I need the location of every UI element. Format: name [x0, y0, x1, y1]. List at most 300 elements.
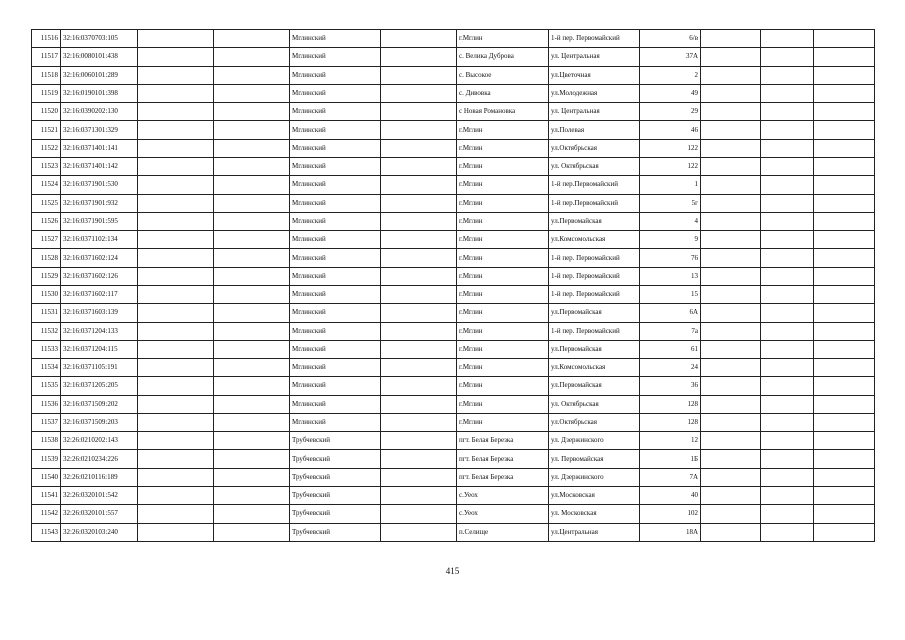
empty-cell [381, 66, 457, 84]
empty-cell [814, 157, 875, 175]
settlement-cell: г.Мглин [457, 249, 549, 267]
district-cell: Мглинский [290, 103, 381, 121]
empty-cell [761, 212, 814, 230]
table-row [32, 48, 875, 66]
empty-cell [138, 468, 214, 486]
empty-cell [214, 487, 290, 505]
district-cell: Трубчевский [290, 505, 381, 523]
empty-cell [761, 413, 814, 431]
empty-cell [814, 66, 875, 84]
empty-cell [138, 450, 214, 468]
street-cell: ул.Первомайская [549, 340, 640, 358]
district-cell: Мглинский [290, 66, 381, 84]
cadastral-number-cell: 32:16:0371901:932 [61, 194, 138, 212]
empty-cell [761, 30, 814, 48]
empty-cell [138, 103, 214, 121]
empty-cell [814, 84, 875, 102]
row-number-cell: 11537 [32, 413, 61, 431]
house-number-cell: 29 [640, 103, 701, 121]
street-cell: ул. Дзержинского [549, 432, 640, 450]
table-row [32, 231, 875, 249]
house-number-cell: 13 [640, 267, 701, 285]
empty-cell [814, 322, 875, 340]
cadastral-number-cell: 32:16:0371602:126 [61, 267, 138, 285]
empty-cell [814, 450, 875, 468]
empty-cell [214, 249, 290, 267]
empty-cell [814, 249, 875, 267]
empty-cell [214, 377, 290, 395]
street-cell: ул.Первомайская [549, 304, 640, 322]
house-number-cell: 122 [640, 157, 701, 175]
empty-cell [761, 468, 814, 486]
table-row [32, 249, 875, 267]
table-row [32, 450, 875, 468]
empty-cell [814, 48, 875, 66]
row-number-cell: 11516 [32, 30, 61, 48]
district-cell: Трубчевский [290, 450, 381, 468]
table-body [32, 30, 875, 542]
empty-cell [761, 176, 814, 194]
empty-cell [814, 468, 875, 486]
settlement-cell: г.Мглин [457, 139, 549, 157]
empty-cell [761, 139, 814, 157]
empty-cell [214, 66, 290, 84]
empty-cell [761, 48, 814, 66]
empty-cell [814, 194, 875, 212]
empty-cell [701, 468, 761, 486]
empty-cell [761, 340, 814, 358]
table-row [32, 103, 875, 121]
settlement-cell: г.Мглин [457, 157, 549, 175]
settlement-cell: г.Мглин [457, 413, 549, 431]
empty-cell [138, 231, 214, 249]
empty-cell [381, 249, 457, 267]
empty-cell [701, 30, 761, 48]
district-cell: Трубчевский [290, 432, 381, 450]
cadastral-number-cell: 32:16:0371603:139 [61, 304, 138, 322]
empty-cell [701, 377, 761, 395]
street-cell: ул.Октябрьская [549, 413, 640, 431]
empty-cell [761, 121, 814, 139]
street-cell: ул. Дзержинского [549, 468, 640, 486]
empty-cell [814, 413, 875, 431]
street-cell: 1-й пер.Первомайский [549, 194, 640, 212]
house-number-cell: 1 [640, 176, 701, 194]
empty-cell [138, 432, 214, 450]
empty-cell [761, 194, 814, 212]
empty-cell [814, 304, 875, 322]
street-cell: ул. Октябрьская [549, 157, 640, 175]
empty-cell [701, 176, 761, 194]
empty-cell [701, 194, 761, 212]
table-row [32, 505, 875, 523]
row-number-cell: 11535 [32, 377, 61, 395]
settlement-cell: с. Дивовка [457, 84, 549, 102]
street-cell: ул.Цветочная [549, 66, 640, 84]
empty-cell [381, 450, 457, 468]
table-row [32, 176, 875, 194]
row-number-cell: 11542 [32, 505, 61, 523]
district-cell: Мглинский [290, 231, 381, 249]
empty-cell [381, 523, 457, 541]
empty-cell [381, 157, 457, 175]
empty-cell [214, 103, 290, 121]
district-cell: Трубчевский [290, 487, 381, 505]
empty-cell [381, 432, 457, 450]
house-number-cell: 24 [640, 359, 701, 377]
empty-cell [381, 194, 457, 212]
empty-cell [701, 340, 761, 358]
empty-cell [138, 267, 214, 285]
empty-cell [701, 139, 761, 157]
cadastral-number-cell: 32:26:0320101:557 [61, 505, 138, 523]
street-cell: 1-й пер. Первомайский [549, 322, 640, 340]
empty-cell [138, 212, 214, 230]
settlement-cell: г.Мглин [457, 267, 549, 285]
cadastral-number-cell: 32:16:0390202:130 [61, 103, 138, 121]
empty-cell [814, 377, 875, 395]
empty-cell [814, 103, 875, 121]
street-cell: 1-й пер. Первомайский [549, 30, 640, 48]
house-number-cell: 7а [640, 322, 701, 340]
empty-cell [814, 212, 875, 230]
cadastral-number-cell: 32:16:0080101:438 [61, 48, 138, 66]
settlement-cell: с Новая Романовка [457, 103, 549, 121]
empty-cell [761, 377, 814, 395]
cadastral-number-cell: 32:16:0371401:141 [61, 139, 138, 157]
street-cell: ул.Октябрьская [549, 139, 640, 157]
empty-cell [701, 523, 761, 541]
cadastral-number-cell: 32:16:0371204:133 [61, 322, 138, 340]
empty-cell [701, 432, 761, 450]
empty-cell [701, 212, 761, 230]
settlement-cell: г.Мглин [457, 377, 549, 395]
cadastral-number-cell: 32:16:0371102:134 [61, 231, 138, 249]
empty-cell [814, 30, 875, 48]
table-row [32, 267, 875, 285]
empty-cell [138, 139, 214, 157]
street-cell: ул.Центральная [549, 523, 640, 541]
settlement-cell: п.Селище [457, 523, 549, 541]
settlement-cell: г.Мглин [457, 395, 549, 413]
row-number-cell: 11534 [32, 359, 61, 377]
empty-cell [381, 322, 457, 340]
empty-cell [138, 505, 214, 523]
house-number-cell: 76 [640, 249, 701, 267]
house-number-cell: 6/в [640, 30, 701, 48]
empty-cell [761, 395, 814, 413]
table-row [32, 121, 875, 139]
house-number-cell: 2 [640, 66, 701, 84]
empty-cell [761, 103, 814, 121]
settlement-cell: г.Мглин [457, 359, 549, 377]
empty-cell [381, 176, 457, 194]
table-row [32, 487, 875, 505]
district-cell: Мглинский [290, 304, 381, 322]
empty-cell [214, 505, 290, 523]
row-number-cell: 11526 [32, 212, 61, 230]
empty-cell [214, 48, 290, 66]
empty-cell [138, 157, 214, 175]
district-cell: Трубчевский [290, 523, 381, 541]
empty-cell [214, 432, 290, 450]
empty-cell [381, 377, 457, 395]
settlement-cell: с. Высокое [457, 66, 549, 84]
empty-cell [381, 103, 457, 121]
street-cell: 1-й пер.Первомайский [549, 176, 640, 194]
cadastral-number-cell: 32:26:0320103:240 [61, 523, 138, 541]
house-number-cell: 15 [640, 285, 701, 303]
cadastral-number-cell: 32:16:0371204:115 [61, 340, 138, 358]
empty-cell [701, 267, 761, 285]
cadastral-number-cell: 32:16:0371205:205 [61, 377, 138, 395]
empty-cell [381, 505, 457, 523]
house-number-cell: 102 [640, 505, 701, 523]
cadastral-number-cell: 32:26:0210202:143 [61, 432, 138, 450]
empty-cell [214, 468, 290, 486]
row-number-cell: 11533 [32, 340, 61, 358]
row-number-cell: 11521 [32, 121, 61, 139]
house-number-cell: 128 [640, 413, 701, 431]
empty-cell [381, 84, 457, 102]
house-number-cell: 7А [640, 468, 701, 486]
settlement-cell: г.Мглин [457, 212, 549, 230]
address-registry-table [31, 29, 875, 542]
house-number-cell: 40 [640, 487, 701, 505]
empty-cell [701, 359, 761, 377]
district-cell: Мглинский [290, 395, 381, 413]
empty-cell [381, 487, 457, 505]
street-cell: ул.Комсомольская [549, 359, 640, 377]
settlement-cell: г.Мглин [457, 322, 549, 340]
empty-cell [701, 157, 761, 175]
street-cell: ул.Московская [549, 487, 640, 505]
empty-cell [761, 285, 814, 303]
empty-cell [761, 231, 814, 249]
settlement-cell: с. Велика Дуброва [457, 48, 549, 66]
empty-cell [814, 176, 875, 194]
cadastral-number-cell: 32:16:0371602:124 [61, 249, 138, 267]
row-number-cell: 11520 [32, 103, 61, 121]
street-cell: ул. Октябрьская [549, 395, 640, 413]
empty-cell [761, 487, 814, 505]
table-row [32, 66, 875, 84]
settlement-cell: с.Уеох [457, 487, 549, 505]
empty-cell [214, 304, 290, 322]
empty-cell [138, 66, 214, 84]
empty-cell [701, 322, 761, 340]
empty-cell [138, 413, 214, 431]
house-number-cell: 18А [640, 523, 701, 541]
empty-cell [138, 395, 214, 413]
street-cell: ул.Молодежная [549, 84, 640, 102]
district-cell: Мглинский [290, 139, 381, 157]
settlement-cell: г.Мглин [457, 121, 549, 139]
empty-cell [701, 450, 761, 468]
empty-cell [138, 523, 214, 541]
empty-cell [214, 139, 290, 157]
empty-cell [138, 30, 214, 48]
empty-cell [214, 212, 290, 230]
settlement-cell: г.Мглин [457, 194, 549, 212]
table-row [32, 395, 875, 413]
empty-cell [701, 249, 761, 267]
district-cell: Мглинский [290, 359, 381, 377]
empty-cell [214, 194, 290, 212]
empty-cell [701, 395, 761, 413]
empty-cell [761, 84, 814, 102]
row-number-cell: 11517 [32, 48, 61, 66]
empty-cell [701, 48, 761, 66]
cadastral-number-cell: 32:16:0370703:105 [61, 30, 138, 48]
cadastral-number-cell: 32:16:0371602:117 [61, 285, 138, 303]
table-row [32, 340, 875, 358]
settlement-cell: г.Мглин [457, 340, 549, 358]
settlement-cell: пгт. Белая Березка [457, 450, 549, 468]
house-number-cell: 46 [640, 121, 701, 139]
table-row [32, 468, 875, 486]
street-cell: 1-й пер. Первомайский [549, 249, 640, 267]
table-row [32, 523, 875, 541]
row-number-cell: 11538 [32, 432, 61, 450]
empty-cell [761, 304, 814, 322]
empty-cell [138, 176, 214, 194]
empty-cell [761, 359, 814, 377]
table-row [32, 413, 875, 431]
empty-cell [214, 395, 290, 413]
house-number-cell: 36 [640, 377, 701, 395]
empty-cell [761, 450, 814, 468]
row-number-cell: 11528 [32, 249, 61, 267]
empty-cell [214, 322, 290, 340]
house-number-cell: 4 [640, 212, 701, 230]
empty-cell [381, 395, 457, 413]
empty-cell [761, 157, 814, 175]
row-number-cell: 11523 [32, 157, 61, 175]
cadastral-number-cell: 32:16:0371901:530 [61, 176, 138, 194]
empty-cell [214, 176, 290, 194]
district-cell: Мглинский [290, 121, 381, 139]
table-row [32, 84, 875, 102]
empty-cell [814, 359, 875, 377]
empty-cell [814, 231, 875, 249]
empty-cell [138, 285, 214, 303]
row-number-cell: 11518 [32, 66, 61, 84]
empty-cell [214, 157, 290, 175]
row-number-cell: 11541 [32, 487, 61, 505]
empty-cell [381, 468, 457, 486]
empty-cell [761, 505, 814, 523]
row-number-cell: 11529 [32, 267, 61, 285]
empty-cell [701, 413, 761, 431]
house-number-cell: 61 [640, 340, 701, 358]
street-cell: ул.Комсомольская [549, 231, 640, 249]
empty-cell [701, 231, 761, 249]
row-number-cell: 11525 [32, 194, 61, 212]
empty-cell [814, 139, 875, 157]
empty-cell [214, 450, 290, 468]
empty-cell [761, 66, 814, 84]
street-cell: ул.Первомайская [549, 377, 640, 395]
row-number-cell: 11536 [32, 395, 61, 413]
empty-cell [138, 304, 214, 322]
empty-cell [761, 523, 814, 541]
cadastral-number-cell: 32:16:0190101:398 [61, 84, 138, 102]
table-row [32, 285, 875, 303]
empty-cell [138, 322, 214, 340]
empty-cell [138, 84, 214, 102]
empty-cell [214, 285, 290, 303]
house-number-cell: 5г [640, 194, 701, 212]
cadastral-number-cell: 32:16:0371301:329 [61, 121, 138, 139]
street-cell: 1-й пер. Первомайский [549, 267, 640, 285]
empty-cell [381, 359, 457, 377]
house-number-cell: 6А [640, 304, 701, 322]
empty-cell [814, 523, 875, 541]
house-number-cell: 9 [640, 231, 701, 249]
empty-cell [761, 249, 814, 267]
district-cell: Мглинский [290, 285, 381, 303]
empty-cell [138, 48, 214, 66]
empty-cell [138, 487, 214, 505]
empty-cell [701, 84, 761, 102]
empty-cell [381, 267, 457, 285]
empty-cell [138, 249, 214, 267]
row-number-cell: 11524 [32, 176, 61, 194]
empty-cell [138, 194, 214, 212]
house-number-cell: 37А [640, 48, 701, 66]
district-cell: Мглинский [290, 157, 381, 175]
cadastral-number-cell: 32:16:0371901:595 [61, 212, 138, 230]
table-row [32, 139, 875, 157]
district-cell: Мглинский [290, 267, 381, 285]
house-number-cell: 1Б [640, 450, 701, 468]
cadastral-number-cell: 32:16:0371509:202 [61, 395, 138, 413]
empty-cell [701, 487, 761, 505]
street-cell: ул. Центральная [549, 103, 640, 121]
settlement-cell: г.Мглин [457, 30, 549, 48]
row-number-cell: 11540 [32, 468, 61, 486]
street-cell: ул. Первомайская [549, 450, 640, 468]
cadastral-number-cell: 32:26:0210116:189 [61, 468, 138, 486]
row-number-cell: 11527 [32, 231, 61, 249]
empty-cell [214, 84, 290, 102]
house-number-cell: 49 [640, 84, 701, 102]
district-cell: Мглинский [290, 340, 381, 358]
empty-cell [214, 359, 290, 377]
settlement-cell: пгт. Белая Березка [457, 432, 549, 450]
empty-cell [701, 285, 761, 303]
empty-cell [381, 139, 457, 157]
district-cell: Мглинский [290, 413, 381, 431]
row-number-cell: 11531 [32, 304, 61, 322]
empty-cell [814, 285, 875, 303]
empty-cell [701, 103, 761, 121]
empty-cell [814, 395, 875, 413]
table-row [32, 30, 875, 48]
page-number: 415 [445, 566, 460, 576]
street-cell: ул.Первомайская [549, 212, 640, 230]
table-row [32, 359, 875, 377]
row-number-cell: 11519 [32, 84, 61, 102]
empty-cell [381, 304, 457, 322]
empty-cell [381, 48, 457, 66]
district-cell: Мглинский [290, 84, 381, 102]
row-number-cell: 11522 [32, 139, 61, 157]
empty-cell [381, 121, 457, 139]
street-cell: 1-й пер. Первомайский [549, 285, 640, 303]
empty-cell [138, 340, 214, 358]
